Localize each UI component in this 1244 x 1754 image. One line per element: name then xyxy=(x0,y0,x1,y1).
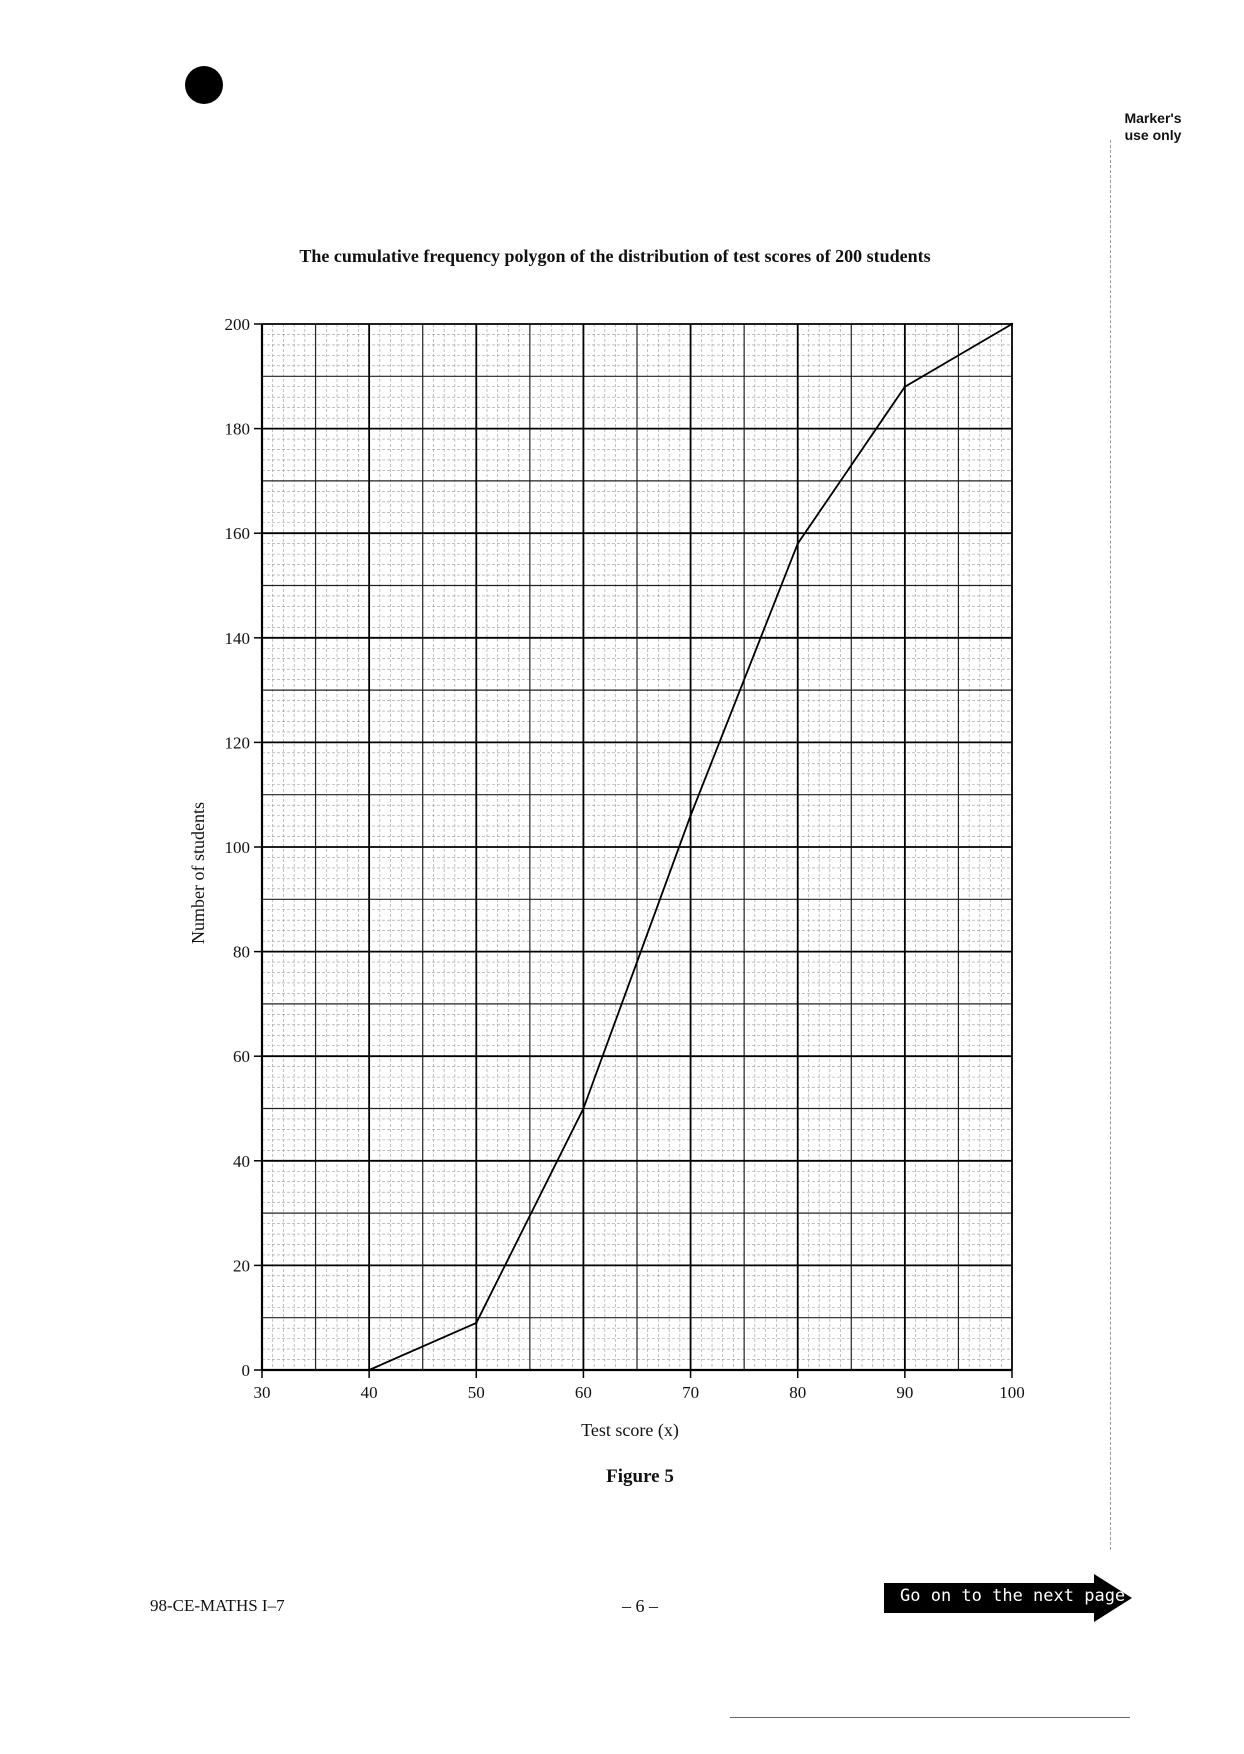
marker-line-2: use only xyxy=(1124,127,1182,143)
bottom-rule xyxy=(730,1717,1130,1718)
series-point xyxy=(368,1369,370,1371)
page-number: – 6 – xyxy=(622,1596,658,1616)
series-point xyxy=(1011,323,1013,325)
series-point xyxy=(797,542,799,544)
x-tick-label: 90 xyxy=(896,1383,914,1402)
y-tick-label: 80 xyxy=(233,942,250,962)
x-tick-label: 40 xyxy=(360,1383,378,1402)
next-page-button[interactable] xyxy=(884,1574,1132,1622)
y-tick-label: 20 xyxy=(233,1256,250,1276)
series-point xyxy=(582,1107,584,1109)
x-tick-label: 60 xyxy=(574,1383,592,1402)
series-point xyxy=(475,1322,477,1324)
x-axis-label: Test score (x) xyxy=(581,1420,679,1440)
y-tick-label: 160 xyxy=(224,524,250,544)
y-tick-labels xyxy=(225,315,263,1380)
x-tick-label: 30 xyxy=(253,1383,271,1402)
y-tick-label: 140 xyxy=(224,628,250,648)
footer-code: 98-CE-MATHS I–7 xyxy=(150,1596,285,1615)
series-point xyxy=(904,386,906,388)
y-tick-label: 100 xyxy=(224,838,250,857)
grid-major xyxy=(262,324,1012,1370)
marker-line-1: Marker's xyxy=(1124,110,1182,126)
chart-title: The cumulative frequency polygon of the distribution of test scores of 200 students xyxy=(299,246,931,266)
figure-caption: Figure 5 xyxy=(606,1466,674,1487)
x-tick-label: 80 xyxy=(789,1383,807,1402)
y-tick-label: 40 xyxy=(233,1151,250,1171)
y-tick-label: 200 xyxy=(224,315,250,334)
y-tick-label: 60 xyxy=(233,1047,250,1067)
series-point xyxy=(689,814,691,816)
y-tick-label: 0 xyxy=(241,1361,250,1380)
y-tick-label: 120 xyxy=(224,733,250,753)
next-page-label: Go on to the next page xyxy=(900,1586,1126,1606)
y-tick-label: 180 xyxy=(224,419,250,439)
x-tick-label: 100 xyxy=(999,1383,1025,1402)
y-axis-label: Number of students xyxy=(188,802,208,944)
x-tick-label: 50 xyxy=(467,1383,485,1402)
x-tick-labels xyxy=(254,1370,1025,1402)
x-tick-label: 70 xyxy=(682,1383,700,1402)
